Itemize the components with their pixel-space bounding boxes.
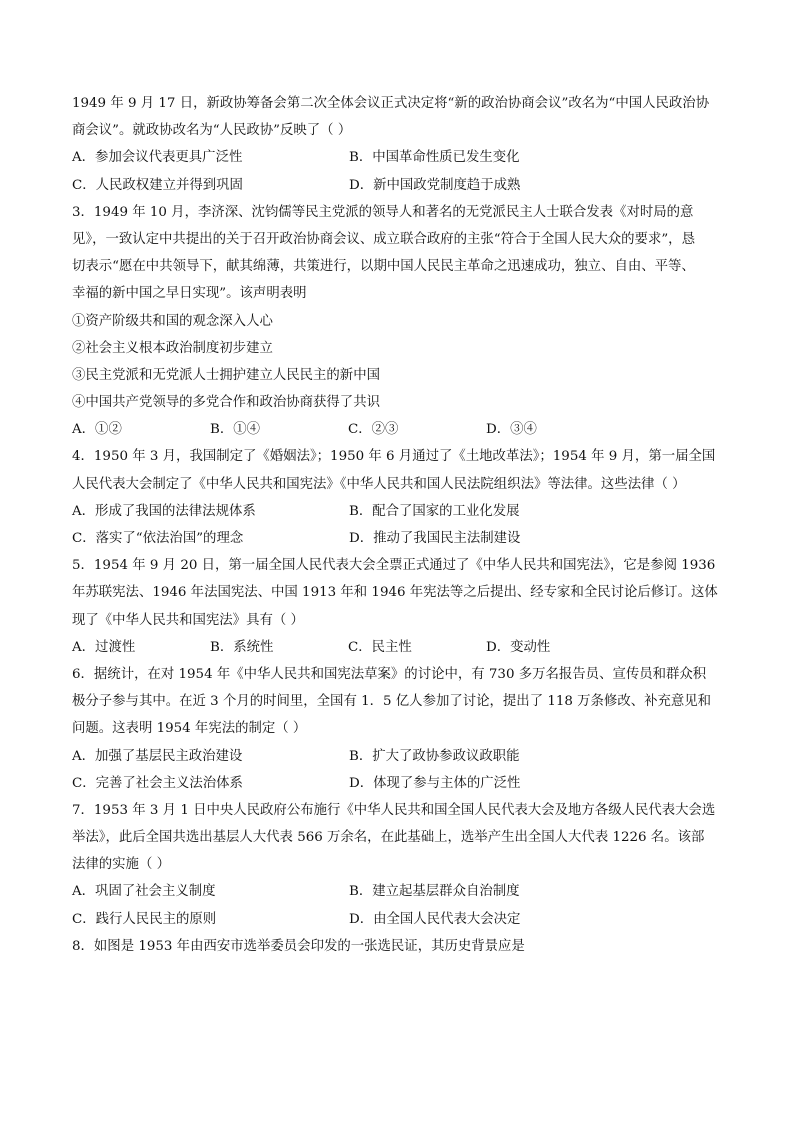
question-stem-line: 5．1954 年 9 月 20 日，第一届全国人民代表大会全票正式通过了《中华人民共和国宪法》，它是参阅 1936 — [72, 558, 716, 574]
option-d: D．新中国政党制度趋于成熟 — [349, 177, 521, 193]
question-stem-line: 商会议”。就政协改名为“人民政协”反映了（ ） — [72, 123, 352, 139]
question-stem-line: 法律的实施（ ） — [72, 857, 170, 873]
answer-options-row — [72, 770, 722, 797]
option-c: C．完善了社会主义法治体系 — [72, 775, 243, 791]
question-stem-line: 幸福的新中国之早日实现”。该声明表明 — [72, 286, 307, 302]
exam-page — [72, 90, 722, 960]
statement-item-1: ①资产阶级共和国的观念深入人心 — [72, 313, 273, 329]
option-b: B．扩大了政协参政议政职能 — [349, 748, 520, 764]
question-stem-line: 举法》，此后全国共选出基层人大代表 566 万余名，在此基础上，选举产生出全国人大代表 1226 名。该部 — [72, 830, 705, 846]
question-stem-line: 年苏联宪法、1946 年法国宪法、中国 1913 年和 1946 年宪法等之后提出、经专家和全民讨论后修订。这体 — [72, 585, 718, 601]
option-d: D．由全国人民代表大会决定 — [349, 911, 521, 927]
question-7 — [72, 797, 722, 933]
option-d: D．③④ — [486, 422, 537, 438]
option-b: B．中国革命性质已发生变化 — [349, 150, 520, 166]
option-b: B．系统性 — [210, 639, 274, 655]
question-stem-line: 7．1953 年 3 月 1 日中央人民政府公布施行《中华人民共和国全国人民代表大会及地方各级人民代表大会选 — [72, 802, 716, 818]
option-c: C．落实了“依法治国”的理念 — [72, 531, 244, 546]
question-stem-line: 8．如图是 1953 年由西安市选举委员会印发的一张选民证，其历史背景应是 — [72, 938, 525, 954]
question-4 — [72, 443, 722, 552]
answer-options-row — [72, 144, 722, 171]
option-d: D．体现了参与主体的广泛性 — [349, 775, 521, 791]
option-c: C．践行人民民主的原则 — [72, 911, 217, 927]
option-d: D．变动性 — [486, 639, 551, 655]
answer-options-row — [72, 634, 722, 661]
question-stem-line: 现了《中华人民共和国宪法》具有（ ） — [72, 612, 304, 628]
option-c: C．②③ — [348, 422, 399, 438]
option-a: A．参加会议代表更具广泛性 — [72, 150, 243, 166]
option-a: A．①② — [72, 422, 122, 438]
option-b: B．配合了国家的工业化发展 — [349, 503, 520, 519]
statement-item-4: ④中国共产党领导的多党合作和政治协商获得了共识 — [72, 395, 380, 411]
answer-options-row — [72, 878, 722, 905]
answer-options-row — [72, 498, 722, 525]
question-stem-line: 1949 年 9 月 17 日，新政协筹备会第二次全体会议正式决定将“新的政治协商会议”改名为“中国人民政治协 — [72, 96, 710, 111]
question-stem-line: 3．1949 年 10 月，李济深、沈钧儒等民主党派的领导人和著名的无党派民主人士联合发表《对时局的意 — [72, 204, 694, 220]
option-d: D．推动了我国民主法制建设 — [349, 531, 521, 546]
option-a: A．加强了基层民主政治建设 — [72, 748, 243, 764]
question-5 — [72, 552, 722, 661]
question-stem-line: 6．据统计，在对 1954 年《中华人民共和国宪法草案》的讨论中，有 730 多万名报告员、宣传员和群众积 — [72, 666, 707, 682]
question-3 — [72, 199, 722, 444]
statement-item-2: ②社会主义根本政治制度初步建立 — [72, 340, 273, 356]
question-stem-line: 极分子参与其中。在近 3 个月的时间里，全国有 1．5 亿人参加了讨论，提出了 118 万条修改、补充意见和 — [72, 694, 712, 710]
question-8 — [72, 933, 722, 960]
answer-options-row — [72, 906, 722, 933]
option-c: C．民主性 — [348, 639, 412, 655]
question-stem-line: 见》，一致认定中共提出的关于召开政治协商会议、成立联合政府的主张“符合于全国人民大众的要求”，恳 — [72, 231, 695, 247]
question-stem-line: 人民代表大会制定了《中华人民共和国宪法》《中华人民共和国人民法院组织法》等法律。这些法律（ ） — [72, 476, 686, 492]
question-stem-line: 切表示“愿在中共领导下，献其绵薄，共策进行，以期中国人民民主革命之迅速成功，独立、自由、平等、 — [72, 259, 695, 275]
option-c: C．人民政权建立并得到巩固 — [72, 177, 243, 193]
answer-options-row — [72, 743, 722, 770]
answer-options-row — [72, 416, 722, 443]
question-6 — [72, 661, 722, 797]
question-2 — [72, 90, 722, 199]
option-a: A．形成了我国的法律法规体系 — [72, 503, 256, 519]
option-b: B．建立起基层群众自治制度 — [349, 884, 520, 900]
answer-options-row — [72, 172, 722, 199]
question-stem-line: 问题。这表明 1954 年宪法的制定（ ） — [72, 721, 307, 737]
option-a: A．过渡性 — [72, 639, 136, 655]
statement-item-3: ③民主党派和无党派人士拥护建立人民民主的新中国 — [72, 367, 380, 383]
option-a: A．巩固了社会主义制度 — [72, 884, 216, 900]
option-b: B．①④ — [210, 422, 261, 438]
answer-options-row — [72, 525, 722, 552]
question-stem-line: 4．1950 年 3 月，我国制定了《婚姻法》；1950 年 6 月通过了《土地改革法》；1954 年 9 月，第一届全国 — [72, 449, 716, 465]
